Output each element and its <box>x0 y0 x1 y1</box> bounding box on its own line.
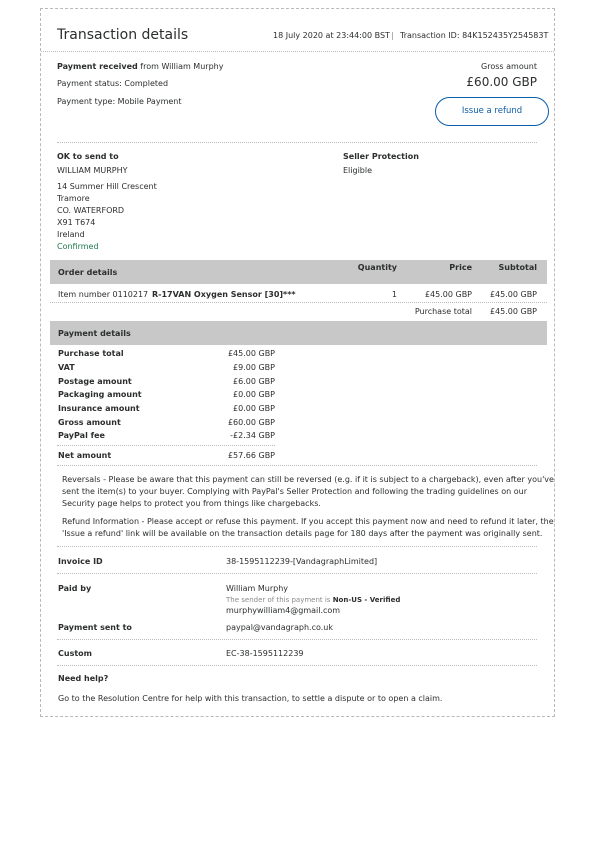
help-text-before: Go to the <box>58 694 96 703</box>
col-price: Price <box>449 263 472 272</box>
payment-status-value: Completed <box>124 79 169 88</box>
custom-value: EC-38-1595112239 <box>226 649 304 658</box>
paid-by-name: William Murphy <box>226 584 289 593</box>
header-separator <box>41 51 554 52</box>
reversals-note-line-2: sent the item(s) to your buyer. Complying with PayPal's Seller Protection and following the trading guidelines on our <box>62 487 528 496</box>
header-divider: | <box>391 31 394 40</box>
order-details-header <box>50 260 547 284</box>
reversals-note-line-1: Reversals - Please be aware that this payment can still be reversed (e.g. if it is subject to a chargeback), even after you've <box>62 475 554 484</box>
gross-amount-label: Gross amount <box>481 62 537 71</box>
pd-label-vat: VAT <box>58 363 75 372</box>
order-details-title: Order details <box>58 268 118 277</box>
notes-separator <box>57 465 537 466</box>
purchase-total-value: £45.00 GBP <box>489 307 537 316</box>
purchase-total-label: Purchase total <box>414 307 472 316</box>
pd-label-insurance: Insurance amount <box>58 404 140 413</box>
info-separator-2 <box>57 639 537 640</box>
resolution-centre-link[interactable]: Resolution Centre <box>97 694 169 703</box>
invoice-id-label: Invoice ID <box>58 557 103 566</box>
info-separator-top <box>57 546 537 547</box>
sender-status-line <box>226 596 400 604</box>
transaction-date: 18 July 2020 at 23:44:00 BST <box>273 31 390 40</box>
help-text-after: for help with this transaction, to settle a dispute or to open a claim. <box>171 694 443 703</box>
net-amount-value: £57.66 GBP <box>227 451 275 460</box>
pd-label-postage: Postage amount <box>58 377 132 386</box>
pd-value-gross: £60.00 GBP <box>227 418 275 427</box>
payment-sent-to-label: Payment sent to <box>58 623 132 632</box>
ship-postcode: X91 T674 <box>57 218 96 227</box>
pd-value-purchase-total: £45.00 GBP <box>227 349 275 358</box>
payment-type: Payment type: Mobile Payment <box>57 97 182 106</box>
payment-status-label: Payment status: <box>57 79 122 88</box>
refund-info-line-2: 'Issue a refund' link will be available on the transaction details page for 180 days after the payment was originally sent. <box>62 529 543 538</box>
page-title: Transaction details <box>57 27 189 43</box>
invoice-id-value: 38-1595112239-[VandagraphLimited] <box>226 557 378 566</box>
pd-value-insurance: £0.00 GBP <box>233 404 275 413</box>
item-quantity: 1 <box>391 290 397 299</box>
payment-received-from: from William Murphy <box>140 62 224 71</box>
net-amount-label: Net amount <box>58 451 112 460</box>
payment-sent-to-value: paypal@vandagraph.co.uk <box>226 623 333 632</box>
item-name: R-17VAN Oxygen Sensor [30]*** <box>152 290 296 299</box>
sender-status-prefix: The sender of this payment is <box>226 596 331 604</box>
pd-label-purchase-total: Purchase total <box>58 349 124 358</box>
seller-protection-title: Seller Protection <box>343 152 419 161</box>
need-help-title: Need help? <box>58 674 109 683</box>
item-number: Item number 0110217 <box>58 290 149 299</box>
ship-street: 14 Summer Hill Crescent <box>57 182 157 191</box>
ship-country: Ireland <box>57 230 85 239</box>
gross-amount-value: £60.00 GBP <box>466 75 537 89</box>
col-quantity: Quantity <box>357 263 397 272</box>
reversals-note-line-3: Security page helps to protect you from things like chargebacks. <box>62 499 321 508</box>
ship-county: CO. WATERFORD <box>57 206 125 215</box>
col-subtotal: Subtotal <box>498 263 537 272</box>
paid-by-email: murphywilliam4@gmail.com <box>226 606 341 615</box>
issue-refund-button[interactable]: Issue a refund <box>435 97 549 126</box>
pd-label-gross: Gross amount <box>58 418 121 427</box>
net-separator <box>57 445 275 446</box>
refund-info-line-1: Refund Information - Please accept or refuse this payment. If you accept this payment now and need to refund it later, the <box>62 517 554 526</box>
payment-received-line <box>57 62 223 71</box>
pd-value-paypal-fee: -£2.34 GBP <box>230 431 275 440</box>
ship-town: Tramore <box>57 194 90 203</box>
ship-name: WILLIAM MURPHY <box>57 166 128 175</box>
item-subtotal: £45.00 GBP <box>489 290 537 299</box>
ship-to-title: OK to send to <box>57 152 119 161</box>
info-separator-3 <box>57 665 537 666</box>
item-price: £45.00 GBP <box>424 290 472 299</box>
pd-label-paypal-fee: PayPal fee <box>58 431 105 440</box>
pd-value-vat: £9.00 GBP <box>233 363 275 372</box>
pd-value-packaging: £0.00 GBP <box>233 390 275 399</box>
seller-protection-value: Eligible <box>343 166 373 175</box>
need-help-text <box>58 694 442 703</box>
transaction-id: Transaction ID: 84K152435Y254583T <box>400 31 549 40</box>
address-confirmed-badge: Confirmed <box>57 242 99 251</box>
paid-by-label: Paid by <box>58 584 92 593</box>
payment-status-line <box>57 79 168 88</box>
sender-status-value: Non-US - Verified <box>332 596 401 604</box>
summary-separator <box>57 142 537 143</box>
custom-label: Custom <box>58 649 92 658</box>
payment-details-title: Payment details <box>58 329 131 338</box>
pd-value-postage: £6.00 GBP <box>233 377 275 386</box>
pd-label-packaging: Packaging amount <box>58 390 142 399</box>
info-separator-1 <box>57 573 537 574</box>
payment-received-label: Payment received <box>57 62 138 71</box>
order-row-separator <box>50 302 547 303</box>
